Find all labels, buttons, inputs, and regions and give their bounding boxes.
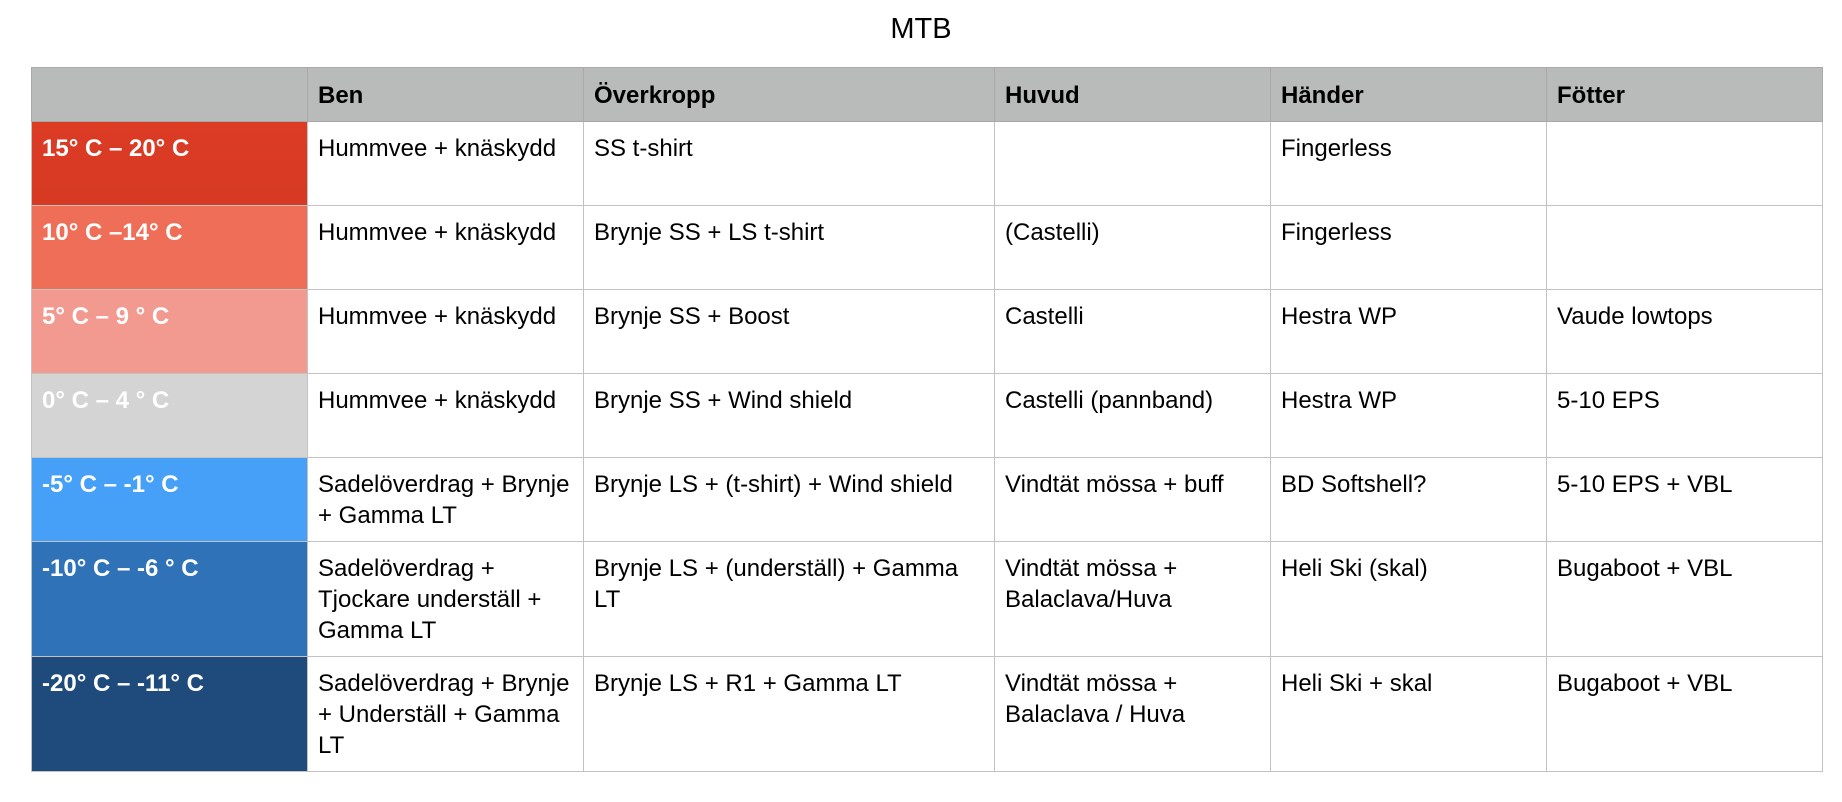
table-cell: Vindtät mössa + buff bbox=[995, 458, 1271, 542]
table-cell bbox=[1547, 122, 1823, 206]
table-row bbox=[32, 290, 1823, 374]
table-cell: Bugaboot + VBL bbox=[1547, 542, 1823, 657]
table-row bbox=[32, 122, 1823, 206]
header-overkropp: Överkropp bbox=[584, 68, 995, 122]
temp-label: 5° C – 9 ° C bbox=[32, 290, 308, 374]
table-cell: Hummvee + knäskydd bbox=[308, 206, 584, 290]
table-cell: Hestra WP bbox=[1271, 290, 1547, 374]
table-cell: Sadelöverdrag + Tjockare underställ + Gamma LT bbox=[308, 542, 584, 657]
table-cell: Vindtät mössa + Balaclava / Huva bbox=[995, 657, 1271, 772]
table-cell: 5-10 EPS + VBL bbox=[1547, 458, 1823, 542]
clothing-table bbox=[31, 67, 1823, 772]
header-hander: Händer bbox=[1271, 68, 1547, 122]
table-cell: Brynje LS + (underställ) + Gamma LT bbox=[584, 542, 995, 657]
table-cell: Sadelöverdrag + Brynje + Gamma LT bbox=[308, 458, 584, 542]
table-cell: Heli Ski + skal bbox=[1271, 657, 1547, 772]
table-row bbox=[32, 374, 1823, 458]
table-cell: Vaude lowtops bbox=[1547, 290, 1823, 374]
header-huvud: Huvud bbox=[995, 68, 1271, 122]
header-ben: Ben bbox=[308, 68, 584, 122]
header-corner bbox=[32, 68, 308, 122]
table-cell: (Castelli) bbox=[995, 206, 1271, 290]
table-cell: Hummvee + knäskydd bbox=[308, 290, 584, 374]
table-cell: Sadelöverdrag + Brynje + Underställ + Gamma LT bbox=[308, 657, 584, 772]
temp-label: 10° C –14° C bbox=[32, 206, 308, 290]
table-cell: Brynje SS + LS t-shirt bbox=[584, 206, 995, 290]
page-title: MTB bbox=[890, 13, 952, 45]
table-row bbox=[32, 657, 1823, 772]
table-cell: Fingerless bbox=[1271, 206, 1547, 290]
table-cell bbox=[1547, 206, 1823, 290]
table-cell: Castelli bbox=[995, 290, 1271, 374]
table-cell: Hummvee + knäskydd bbox=[308, 374, 584, 458]
table-cell: Brynje LS + (t-shirt) + Wind shield bbox=[584, 458, 995, 542]
table-cell: Bugaboot + VBL bbox=[1547, 657, 1823, 772]
table-cell: Brynje LS + R1 + Gamma LT bbox=[584, 657, 995, 772]
table-cell: BD Softshell? bbox=[1271, 458, 1547, 542]
table-cell: Brynje SS + Wind shield bbox=[584, 374, 995, 458]
temp-label: 0° C – 4 ° C bbox=[32, 374, 308, 458]
temp-label: -5° C – -1° C bbox=[32, 458, 308, 542]
temp-label: -20° C – -11° C bbox=[32, 657, 308, 772]
temp-label: -10° C – -6 ° C bbox=[32, 542, 308, 657]
temp-label: 15° C – 20° C bbox=[32, 122, 308, 206]
table-row bbox=[32, 206, 1823, 290]
table-cell: Brynje SS + Boost bbox=[584, 290, 995, 374]
table-cell: Hestra WP bbox=[1271, 374, 1547, 458]
header-fotter: Fötter bbox=[1547, 68, 1823, 122]
table-cell: 5-10 EPS bbox=[1547, 374, 1823, 458]
table-cell: Vindtät mössa + Balaclava/Huva bbox=[995, 542, 1271, 657]
table-row bbox=[32, 458, 1823, 542]
table-cell: Fingerless bbox=[1271, 122, 1547, 206]
table-cell: Hummvee + knäskydd bbox=[308, 122, 584, 206]
table-cell: Castelli (pannband) bbox=[995, 374, 1271, 458]
table-row bbox=[32, 542, 1823, 657]
header-row bbox=[32, 68, 1823, 122]
table-cell bbox=[995, 122, 1271, 206]
table-cell: Heli Ski (skal) bbox=[1271, 542, 1547, 657]
table-cell: SS t-shirt bbox=[584, 122, 995, 206]
